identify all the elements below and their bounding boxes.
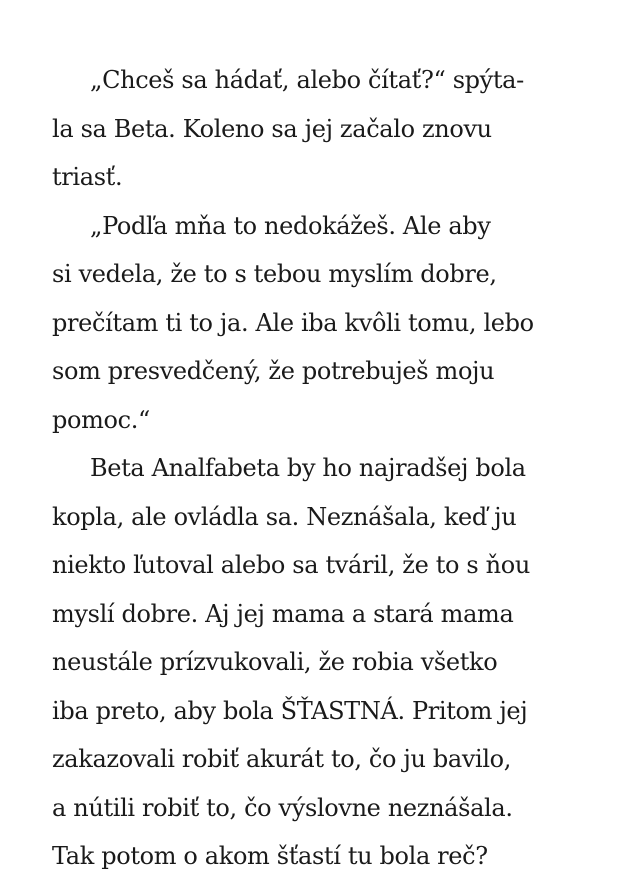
text-line: a nútili robiť to, čo výslovne neznášala.	[52, 793, 513, 822]
paragraph-3	[52, 444, 600, 881]
text-line: neustále prízvukovali, že robia všetko	[52, 648, 498, 676]
text-line: Tak potom o akom šťastí tu bola reč?	[52, 842, 488, 870]
text-line: „Chceš sa hádať, alebo čítať?“ spýta-	[90, 66, 524, 94]
text-line: pomoc.“	[52, 405, 150, 434]
text-line: kopla, ale ovládla sa. Neznášala, keď ju	[52, 502, 517, 531]
text-line: iba preto, aby bola ŠŤASTNÁ. Pritom jej	[52, 696, 528, 725]
text-line: triasť.	[52, 163, 123, 191]
text-line: la sa Beta. Koleno sa jej začalo znovu	[52, 114, 492, 143]
text-line: prečítam ti to ja. Ale iba kvôli tomu, lebo	[52, 308, 534, 337]
paragraph-2	[52, 202, 600, 445]
text-line: zakazovali robiť akurát to, čo ju bavilo,	[52, 745, 512, 773]
text-line: som presvedčený, že potrebuješ moju	[52, 357, 495, 385]
text-line: si vedela, že to s tebou myslím dobre,	[52, 260, 497, 288]
text-line: myslí dobre. Aj jej mama a stará mama	[52, 599, 514, 628]
text-line: niekto ľutoval alebo sa tváril, že to s ňou	[52, 551, 530, 579]
paragraph-1	[52, 56, 600, 202]
text-line: Beta Analfabeta by ho najradšej bola	[90, 454, 526, 482]
text-line: „Podľa mňa to nedokážeš. Ale aby	[90, 211, 491, 240]
